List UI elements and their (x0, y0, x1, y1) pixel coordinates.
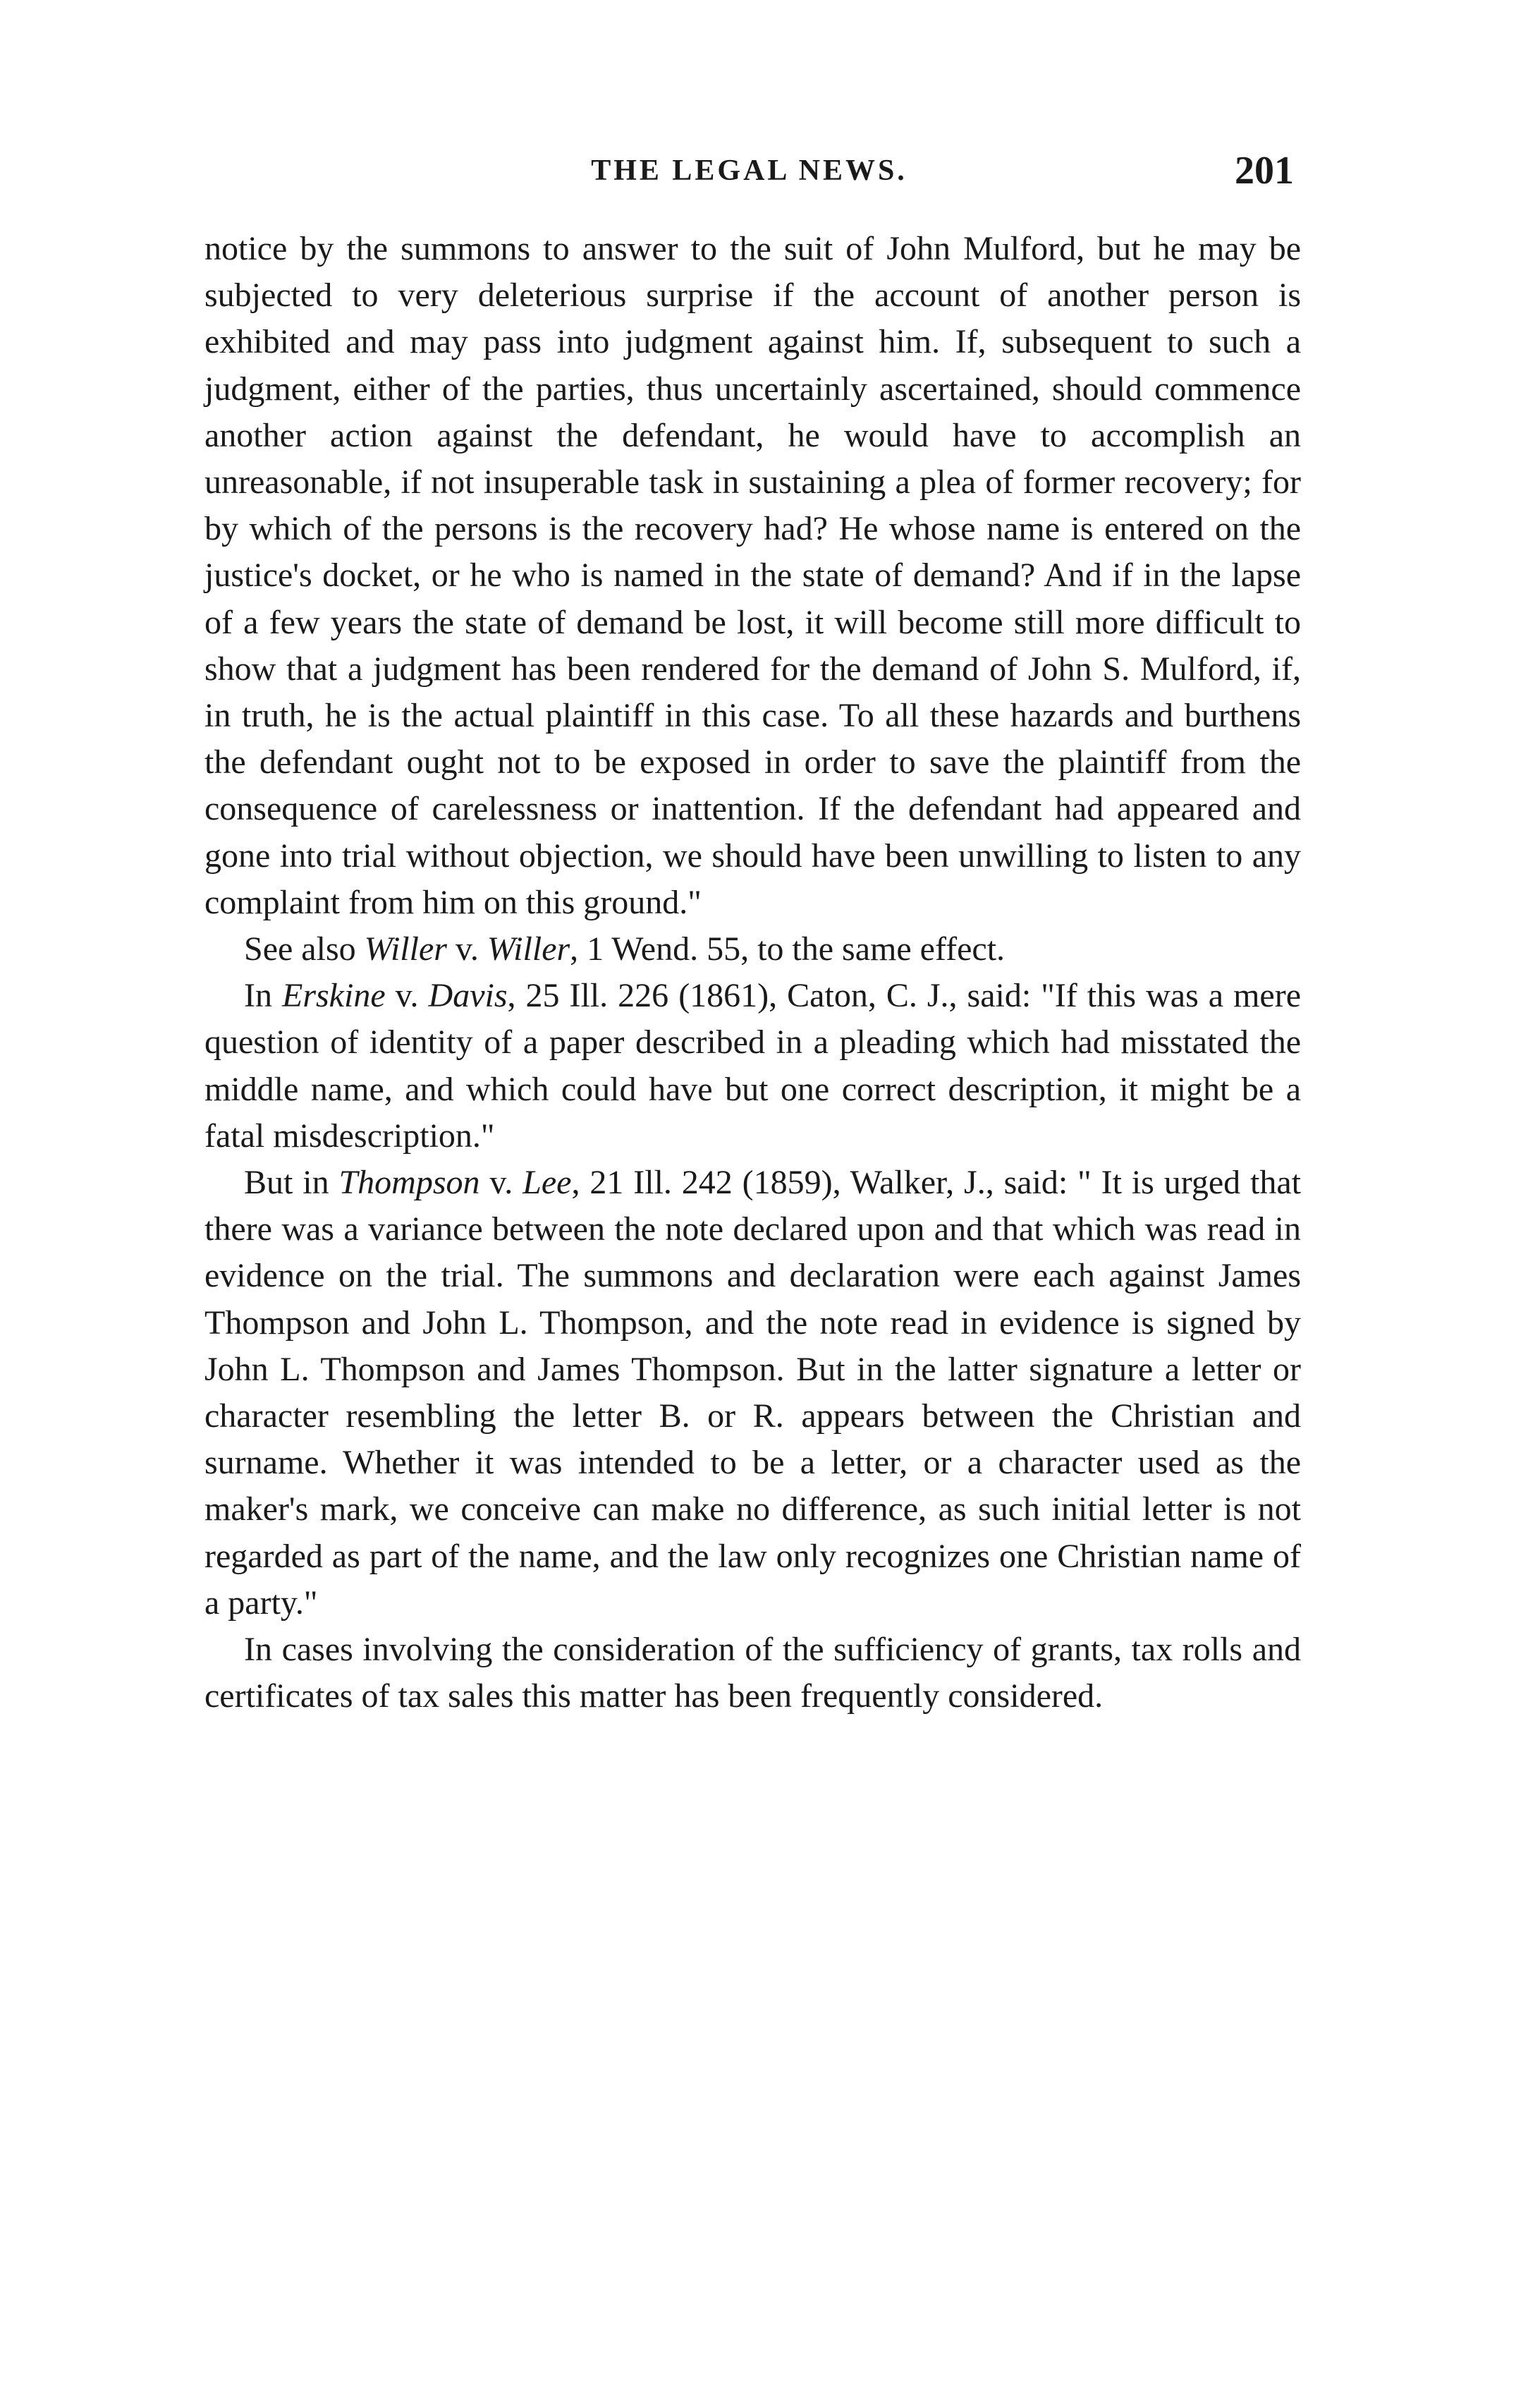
article-body (204, 226, 1301, 1720)
text-run: , 25 Ill. 226 (1861), Caton, C. J., said: "If this was a mere question of identity of a paper described in a pleading which had misstated the middle name, and which could have but one correct description, it might be a fatal misdescription." (204, 977, 1302, 1155)
text-run: v. (479, 1164, 523, 1202)
case-name: Willer (487, 930, 570, 968)
paragraph-erskine (204, 973, 1301, 1160)
case-name: Thompson (338, 1164, 480, 1202)
text-run: v. (385, 977, 429, 1015)
page-header (204, 148, 1294, 197)
text-run: But in (244, 1164, 339, 1202)
text-run: , 1 Wend. 55, to the same effect. (570, 930, 1006, 968)
text-run: See also (244, 930, 365, 968)
page-number: 201 (1235, 149, 1294, 193)
running-head: THE LEGAL NEWS. (591, 154, 908, 187)
paragraph-thompson (204, 1160, 1301, 1626)
paragraph-see-also (204, 926, 1301, 973)
paragraph-continued-quote: notice by the summons to answer to the suit of John Mulford, but he may be subjected to very deleterious surprise if the account of another person is exhibited and may pass into judgment against him. If, subsequent to such a judgment, either of the parties, thus uncertainly ascertained, should commence another action against the defendant, he would have to accomplish an unreasonable, if not insuperable task in sustaining a plea of former recovery; for by which of the persons is the recovery had? He whose name is entered on the justice's docket, or he who is named in the state of demand? And if in the lapse of a few years the state of demand be lost, it will become still more difficult to show that a judgment has been rendered for the demand of John S. Mulford, if, in truth, he is the actual plaintiff in this case. To all these hazards and burthens the defendant ought not to be exposed in order to save the plaintiff from the consequence of carelessness or inattention. If the defendant had appeared and gone into trial without objection, we should have been unwilling to listen to any complaint from him on this ground." (204, 230, 1301, 921)
text-run: In (244, 977, 282, 1015)
case-name: Erskine (282, 977, 386, 1015)
paragraph-conclusion: In cases involving the consideration of the sufficiency of grants, tax rolls and certificates of tax sales this matter has been frequently considered. (204, 1631, 1301, 1715)
case-name: Lee (522, 1164, 572, 1202)
case-name: Davis (428, 977, 508, 1015)
text-run: v. (446, 930, 487, 968)
case-name: Willer (364, 930, 447, 968)
text-run: , 21 Ill. 242 (1859), Walker, J., said: " It is urged that there was a variance between the note declared upon and that which was read in evidence on the trial. The summons and declaration were each against James Thompson and John L. Thompson, and the note read in evidence is signed by John L. Thompson and James Thompson. But in the latter signature a letter or character resembling the letter B. or R. appears between the Christian and surname. Whether it was intended to be a letter, or a character used as the maker's mark, we conceive can make no difference, as such initial letter is not regarded as part of the name, and the law only recognizes one Christian name of a party." (204, 1164, 1302, 1622)
